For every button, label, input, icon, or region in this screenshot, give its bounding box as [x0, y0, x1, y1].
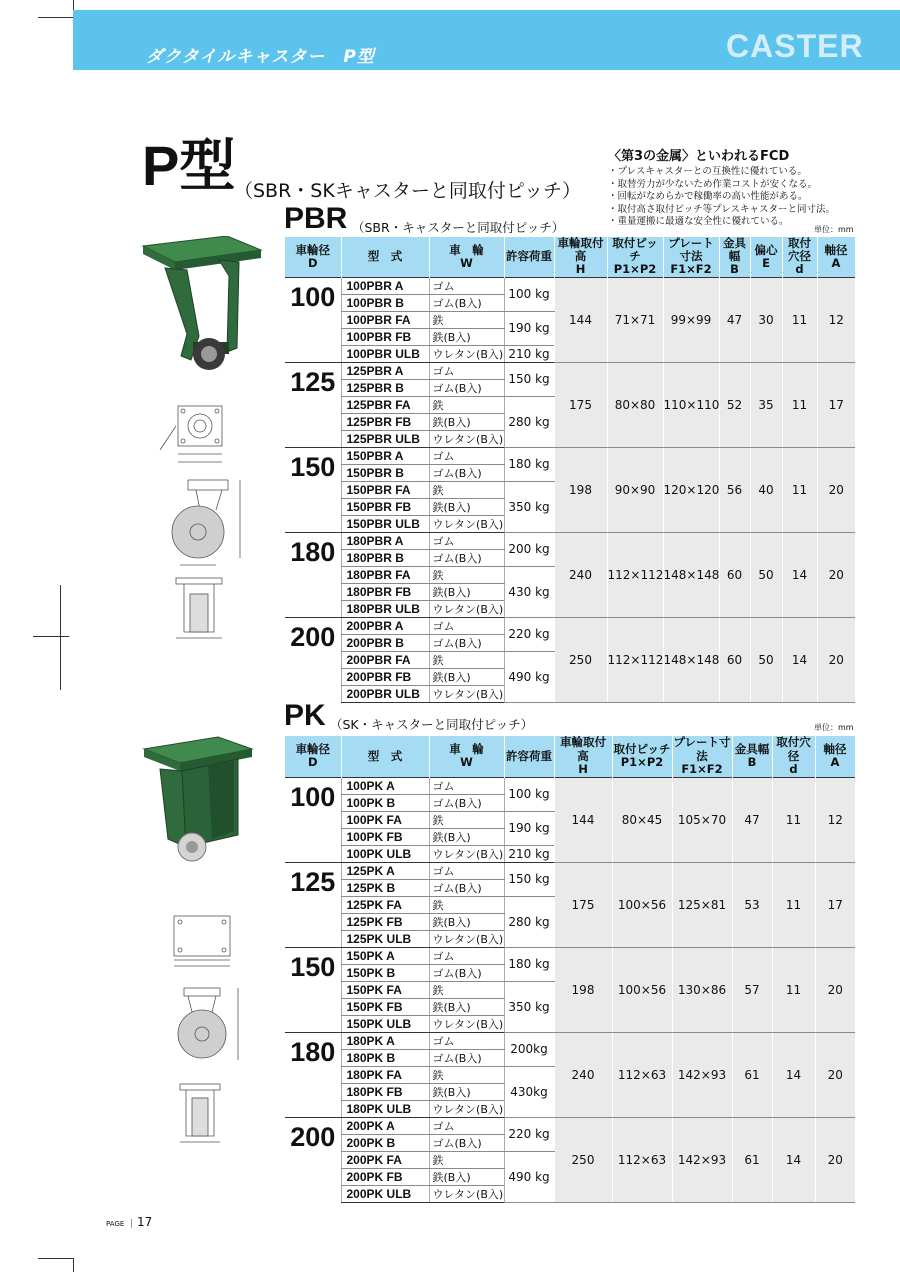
model-code: 100PK B	[341, 794, 429, 811]
bracket-width: 60	[719, 617, 750, 702]
col-header: 車 輪 W	[429, 736, 504, 777]
load-capacity: 200 kg	[504, 532, 554, 566]
wheel-type: ゴム(B入)	[429, 964, 504, 981]
pk-caster-photo-icon	[138, 735, 256, 870]
hole-diameter: 11	[772, 862, 815, 947]
plate-size: 148×148	[663, 617, 719, 702]
plate-size: 148×148	[663, 532, 719, 617]
fcd-item: ・プレスキャスターとの互換性に優れている。	[608, 166, 807, 177]
wheel-type: 鉄	[429, 811, 504, 828]
model-code: 150PBR FA	[341, 481, 429, 498]
wheel-type: 鉄	[429, 981, 504, 998]
wheel-type: ゴム(B入)	[429, 294, 504, 311]
wheel-size: 125	[285, 362, 341, 447]
offset: 50	[750, 532, 782, 617]
wheel-type: ゴム	[429, 532, 504, 549]
axle-diameter: 20	[817, 617, 855, 702]
bracket-width: 57	[732, 947, 772, 1032]
crop-mark	[60, 585, 61, 690]
page-label: PAGE	[106, 1220, 125, 1228]
model-code: 180PBR FA	[341, 566, 429, 583]
wheel-size: 150	[285, 947, 341, 1032]
load-capacity: 210 kg	[504, 845, 554, 862]
col-header: 型 式	[341, 237, 429, 277]
pbr-unit: 単位：mm	[814, 225, 854, 234]
wheel-type: ゴム	[429, 277, 504, 294]
pk-spec-table	[285, 736, 856, 1203]
wheel-type: ウレタン(B入)	[429, 1185, 504, 1202]
model-code: 180PBR B	[341, 549, 429, 566]
hole-diameter: 14	[772, 1032, 815, 1117]
pbr-dimension-drawing-icon	[150, 400, 250, 645]
mount-height: 250	[554, 1117, 612, 1202]
wheel-size: 100	[285, 277, 341, 362]
wheel-type: ウレタン(B入)	[429, 345, 504, 362]
axle-diameter: 20	[815, 947, 855, 1032]
pbr-header-row	[285, 237, 855, 277]
load-capacity: 220 kg	[504, 1117, 554, 1151]
load-capacity: 100 kg	[504, 777, 554, 811]
wheel-type: ゴム	[429, 362, 504, 379]
wheel-type: ウレタン(B入)	[429, 685, 504, 702]
wheel-type: 鉄(B入)	[429, 668, 504, 685]
mount-pitch: 112×112	[607, 617, 663, 702]
mount-height: 175	[554, 862, 612, 947]
model-code: 100PK FB	[341, 828, 429, 845]
wheel-type: ウレタン(B入)	[429, 430, 504, 447]
crop-mark	[38, 17, 74, 18]
wheel-size: 100	[285, 777, 341, 862]
col-header: 車輪取付高 H	[554, 736, 612, 777]
wheel-type: ゴム	[429, 777, 504, 794]
mount-height: 144	[554, 277, 607, 362]
fcd-item: ・回転がなめらかで稼働率の高い性能がある。	[608, 191, 808, 203]
wheel-type: ウレタン(B入)	[429, 930, 504, 947]
load-capacity: 280 kg	[504, 396, 554, 447]
fcd-item: ・取付高さ取付ピッチ等プレスキャスターと同寸法。	[608, 203, 835, 215]
wheel-type: 鉄(B入)	[429, 828, 504, 845]
model-code: 125PBR ULB	[341, 430, 429, 447]
load-capacity: 350 kg	[504, 481, 554, 532]
wheel-type: ウレタン(B入)	[429, 845, 504, 862]
model-code: 100PBR A	[341, 277, 429, 294]
crop-mark	[73, 1258, 74, 1272]
col-header: 軸径 A	[815, 736, 855, 777]
col-header: 金具幅 B	[719, 237, 750, 277]
wheel-type: ゴム	[429, 617, 504, 634]
table-row	[285, 862, 855, 879]
bracket-width: 47	[732, 777, 772, 862]
col-header: プレート寸法 F1×F2	[673, 735, 731, 776]
hole-diameter: 11	[782, 277, 817, 362]
wheel-type: ゴム	[429, 862, 504, 879]
model-code: 125PBR B	[341, 379, 429, 396]
model-code: 180PBR FB	[341, 583, 429, 600]
wheel-type: 鉄	[429, 896, 504, 913]
mount-pitch: 80×80	[607, 362, 663, 447]
model-code: 180PBR ULB	[341, 600, 429, 617]
table-row	[285, 532, 855, 549]
load-capacity: 430 kg	[504, 566, 554, 617]
model-code: 200PBR A	[341, 617, 429, 634]
wheel-type: ゴム	[429, 447, 504, 464]
offset: 35	[750, 362, 782, 447]
model-code: 200PK FB	[341, 1168, 429, 1185]
model-code: 200PBR FA	[341, 651, 429, 668]
page-number-value: 17	[137, 1215, 153, 1229]
wheel-type: ゴム	[429, 947, 504, 964]
hole-diameter: 11	[772, 777, 815, 862]
table-row	[285, 362, 855, 379]
table-row	[285, 947, 855, 964]
load-capacity: 490 kg	[504, 1151, 554, 1202]
bracket-width: 60	[719, 532, 750, 617]
pbr-subtitle: （SBR・キャスターと同取付ピッチ）	[352, 220, 565, 235]
model-code: 180PBR A	[341, 532, 429, 549]
wheel-type: 鉄(B入)	[429, 913, 504, 930]
wheel-type: ウレタン(B入)	[429, 1015, 504, 1032]
load-capacity: 180 kg	[504, 447, 554, 481]
col-header: 許容荷重	[504, 736, 554, 777]
header-title: ダクタイルキャスター P型	[146, 47, 375, 67]
mount-height: 175	[554, 362, 607, 447]
model-code: 200PBR ULB	[341, 685, 429, 702]
load-capacity: 210 kg	[504, 345, 554, 362]
col-header: 取付穴径 d	[772, 736, 815, 777]
model-code: 100PBR B	[341, 294, 429, 311]
wheel-type: 鉄	[429, 481, 504, 498]
wheel-type: 鉄(B入)	[429, 1083, 504, 1100]
axle-diameter: 20	[815, 1117, 855, 1202]
model-code: 200PBR FB	[341, 668, 429, 685]
load-capacity: 350 kg	[504, 981, 554, 1032]
mount-height: 144	[554, 777, 612, 862]
model-code: 150PK B	[341, 964, 429, 981]
model-code: 150PBR A	[341, 447, 429, 464]
wheel-type: ウレタン(B入)	[429, 515, 504, 532]
wheel-type: ゴム(B入)	[429, 879, 504, 896]
mount-pitch: 100×56	[612, 862, 672, 947]
fcd-features	[608, 145, 900, 229]
model-code: 180PK FB	[341, 1083, 429, 1100]
hole-diameter: 14	[782, 617, 817, 702]
model-code: 180PK B	[341, 1049, 429, 1066]
hole-diameter: 11	[782, 362, 817, 447]
fcd-title: 〈第3の金属〉といわれるFCD	[608, 149, 790, 164]
pbr-title: PBR	[284, 202, 348, 235]
caster-logo: CASTER	[726, 28, 864, 64]
axle-diameter: 20	[817, 532, 855, 617]
model-code: 180PK ULB	[341, 1100, 429, 1117]
wheel-type: 鉄	[429, 651, 504, 668]
model-code: 180PK FA	[341, 1066, 429, 1083]
col-header: 軸径 A	[817, 237, 855, 277]
axle-diameter: 17	[815, 862, 855, 947]
wheel-type: 鉄	[429, 1151, 504, 1168]
col-header: 取付ピッチ P1×P2	[607, 237, 663, 277]
page-number: PAGE | 17	[106, 1215, 153, 1229]
plate-size: 130×86	[672, 947, 732, 1032]
model-code: 200PK ULB	[341, 1185, 429, 1202]
mount-pitch: 112×63	[612, 1032, 672, 1117]
mount-height: 240	[554, 1032, 612, 1117]
model-code: 200PK FA	[341, 1151, 429, 1168]
hole-diameter: 14	[782, 532, 817, 617]
model-code: 125PK A	[341, 862, 429, 879]
page-title: P型	[142, 134, 236, 197]
model-code: 125PK B	[341, 879, 429, 896]
mount-height: 250	[554, 617, 607, 702]
mount-pitch: 112×112	[607, 532, 663, 617]
wheel-type: ゴム(B入)	[429, 379, 504, 396]
model-code: 150PBR ULB	[341, 515, 429, 532]
offset: 30	[750, 277, 782, 362]
wheel-type: ゴム(B入)	[429, 464, 504, 481]
wheel-size: 125	[285, 862, 341, 947]
col-header: 許容荷重	[504, 237, 554, 277]
wheel-type: 鉄(B入)	[429, 498, 504, 515]
model-code: 180PK A	[341, 1032, 429, 1049]
wheel-type: 鉄	[429, 1066, 504, 1083]
axle-diameter: 12	[817, 277, 855, 362]
model-code: 150PBR FB	[341, 498, 429, 515]
hole-diameter: 11	[772, 947, 815, 1032]
mount-pitch: 90×90	[607, 447, 663, 532]
mount-height: 198	[554, 947, 612, 1032]
model-code: 200PBR B	[341, 634, 429, 651]
wheel-size: 200	[285, 617, 341, 702]
model-code: 100PBR FB	[341, 328, 429, 345]
model-code: 100PBR FA	[341, 311, 429, 328]
plate-size: 110×110	[663, 362, 719, 447]
plate-size: 105×70	[672, 777, 732, 862]
model-code: 200PK B	[341, 1134, 429, 1151]
load-capacity: 490 kg	[504, 651, 554, 702]
load-capacity: 220 kg	[504, 617, 554, 651]
wheel-type: 鉄(B入)	[429, 583, 504, 600]
model-code: 150PBR B	[341, 464, 429, 481]
model-code: 100PK FA	[341, 811, 429, 828]
wheel-type: 鉄(B入)	[429, 998, 504, 1015]
table-row	[285, 617, 855, 634]
bracket-width: 61	[732, 1032, 772, 1117]
wheel-type: 鉄	[429, 396, 504, 413]
hole-diameter: 14	[772, 1117, 815, 1202]
table-row	[285, 1032, 855, 1049]
model-code: 125PBR FB	[341, 413, 429, 430]
col-header: 車輪径 D	[285, 736, 341, 777]
load-capacity: 100 kg	[504, 277, 554, 311]
wheel-type: ゴム(B入)	[429, 1134, 504, 1151]
axle-diameter: 20	[817, 447, 855, 532]
table-row	[285, 1117, 855, 1134]
plate-size: 99×99	[663, 277, 719, 362]
model-code: 125PK ULB	[341, 930, 429, 947]
wheel-type: ゴム(B入)	[429, 1049, 504, 1066]
model-code: 125PBR FA	[341, 396, 429, 413]
model-code: 150PK FA	[341, 981, 429, 998]
bracket-width: 61	[732, 1117, 772, 1202]
plate-size: 142×93	[672, 1032, 732, 1117]
wheel-type: ゴム	[429, 1117, 504, 1134]
wheel-size: 180	[285, 532, 341, 617]
wheel-type: 鉄(B入)	[429, 1168, 504, 1185]
model-code: 200PK A	[341, 1117, 429, 1134]
fcd-item: ・取替労力が少ないため作業コストが安くなる。	[608, 178, 818, 190]
model-code: 100PK A	[341, 777, 429, 794]
col-header: 車輪径 D	[285, 237, 341, 277]
col-header: 取付穴径 d	[782, 237, 817, 277]
wheel-type: 鉄(B入)	[429, 328, 504, 345]
wheel-type: ウレタン(B入)	[429, 600, 504, 617]
bracket-width: 56	[719, 447, 750, 532]
pk-header-row	[285, 736, 855, 777]
pk-unit: 単位：mm	[814, 723, 854, 732]
pbr-spec-table	[285, 237, 856, 703]
table-row	[285, 277, 855, 294]
model-code: 100PK ULB	[341, 845, 429, 862]
mount-height: 198	[554, 447, 607, 532]
col-header: 偏心 E	[750, 237, 782, 277]
col-header: 車輪取付高 H	[554, 237, 607, 277]
model-code: 100PBR ULB	[341, 345, 429, 362]
model-code: 150PK FB	[341, 998, 429, 1015]
mount-pitch: 80×45	[612, 777, 672, 862]
model-code: 150PK A	[341, 947, 429, 964]
pk-title: PK	[284, 699, 326, 732]
wheel-type: ゴム(B入)	[429, 549, 504, 566]
offset: 50	[750, 617, 782, 702]
load-capacity: 430kg	[504, 1066, 554, 1117]
model-code: 125PK FB	[341, 913, 429, 930]
wheel-type: ゴム	[429, 1032, 504, 1049]
wheel-type: ゴム(B入)	[429, 634, 504, 651]
wheel-size: 150	[285, 447, 341, 532]
load-capacity: 280 kg	[504, 896, 554, 947]
pk-dimension-drawing-icon	[150, 908, 250, 1148]
bracket-width: 52	[719, 362, 750, 447]
wheel-type: 鉄	[429, 311, 504, 328]
bracket-width: 53	[732, 862, 772, 947]
page-subtitle: （SBR・SKキャスターと同取付ピッチ）	[234, 180, 582, 202]
crop-mark	[33, 636, 69, 637]
wheel-size: 180	[285, 1032, 341, 1117]
plate-size: 142×93	[672, 1117, 732, 1202]
load-capacity: 200kg	[504, 1032, 554, 1066]
model-code: 150PK ULB	[341, 1015, 429, 1032]
mount-pitch: 100×56	[612, 947, 672, 1032]
hole-diameter: 11	[782, 447, 817, 532]
col-header: 金具幅 B	[732, 736, 772, 777]
col-header: 車 輪 W	[429, 237, 504, 277]
col-header: プレート寸法 F1×F2	[663, 237, 719, 277]
bracket-width: 47	[719, 277, 750, 362]
pk-subtitle: （SK・キャスターと同取付ピッチ）	[330, 717, 534, 732]
model-code: 125PBR A	[341, 362, 429, 379]
load-capacity: 150 kg	[504, 862, 554, 896]
load-capacity: 190 kg	[504, 811, 554, 845]
pbr-caster-photo-icon	[135, 236, 263, 378]
wheel-type: 鉄	[429, 566, 504, 583]
wheel-size: 200	[285, 1117, 341, 1202]
load-capacity: 190 kg	[504, 311, 554, 345]
col-header: 型 式	[341, 736, 429, 777]
model-code: 125PK FA	[341, 896, 429, 913]
axle-diameter: 12	[815, 777, 855, 862]
table-row	[285, 447, 855, 464]
axle-diameter: 17	[817, 362, 855, 447]
load-capacity: 150 kg	[504, 362, 554, 396]
crop-mark	[38, 1258, 74, 1259]
wheel-type: ゴム(B入)	[429, 794, 504, 811]
col-header: 取付ピッチ P1×P2	[612, 736, 672, 777]
mount-pitch: 112×63	[612, 1117, 672, 1202]
mount-height: 240	[554, 532, 607, 617]
mount-pitch: 71×71	[607, 277, 663, 362]
load-capacity: 180 kg	[504, 947, 554, 981]
wheel-type: 鉄(B入)	[429, 413, 504, 430]
fcd-item: ・重量運搬に最適な安全性に優れている。	[608, 216, 789, 228]
plate-size: 120×120	[663, 447, 719, 532]
wheel-type: ウレタン(B入)	[429, 1100, 504, 1117]
axle-diameter: 20	[815, 1032, 855, 1117]
plate-size: 125×81	[672, 862, 732, 947]
offset: 40	[750, 447, 782, 532]
table-row	[285, 777, 855, 794]
